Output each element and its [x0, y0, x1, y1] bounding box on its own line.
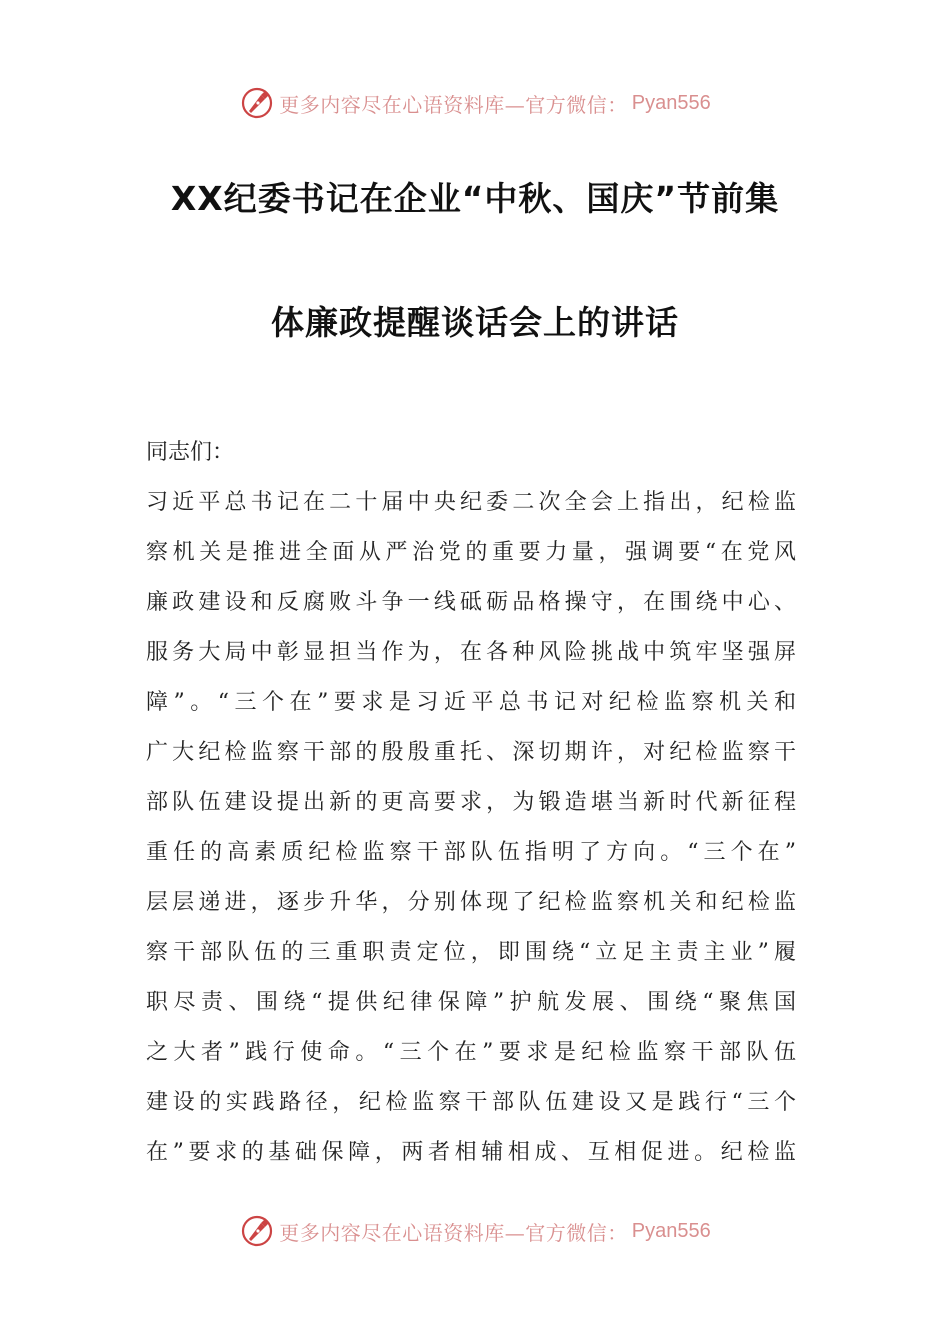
paragraph-line: 服务大局中彰显担当作为，在各种风险挑战中筑牢坚强屏	[146, 640, 796, 665]
watermark-wechat-id: Pyan556	[631, 91, 711, 114]
paragraph-line: 察干部队伍的三重职责定位，即围绕“立足主责主业”履	[146, 940, 796, 965]
paragraph-line: 部队伍建设提出新的更高要求，为锻造堪当新时代新征程	[146, 790, 796, 815]
pen-nib-logo-icon	[239, 1213, 275, 1249]
pen-nib-logo-icon	[239, 85, 275, 121]
watermark-wechat-id: Pyan556	[631, 1219, 711, 1242]
paragraph-line: 广大纪检监察干部的殷殷重托、深切期许，对纪检监察干	[146, 740, 796, 765]
paragraph-line: 廉政建设和反腐败斗争一线砥砺品格操守，在围绕中心、	[146, 590, 796, 615]
paragraph-line: 层层递进，逐步升华，分别体现了纪检监察机关和纪检监	[146, 890, 796, 915]
paragraph-line: 在”要求的基础保障，两者相辅相成、互相促进。纪检监	[146, 1140, 796, 1165]
watermark-text: 更多内容尽在心语资料库—官方微信：	[279, 1220, 628, 1245]
document-title-line-2: 体廉政提醒谈话会上的讲话	[271, 303, 679, 342]
paragraph-line: 习近平总书记在二十届中央纪委二次全会上指出，纪检监	[146, 490, 796, 515]
paragraph-line: 障”。“三个在”要求是习近平总书记对纪检监察机关和	[146, 690, 796, 715]
paragraph-line: 察机关是推进全面从严治党的重要力量，强调要“在党风	[146, 540, 796, 565]
document-body	[146, 428, 796, 1178]
paragraph-line: 之大者”践行使命。“三个在”要求是纪检监察干部队伍	[146, 1040, 796, 1065]
salutation: 同志们：	[146, 440, 235, 465]
paragraph-line: 职尽责、围绕“提供纪律保障”护航发展、围绕“聚焦国	[146, 990, 796, 1015]
header-watermark	[0, 83, 950, 123]
footer-watermark	[0, 1211, 950, 1251]
watermark-text: 更多内容尽在心语资料库—官方微信：	[279, 92, 628, 117]
paragraph-line: 建设的实践路径，纪检监察干部队伍建设又是践行“三个	[146, 1090, 796, 1115]
paragraph-line: 重任的高素质纪检监察干部队伍指明了方向。“三个在”	[146, 840, 796, 865]
document-title-line-1: XX纪委书记在企业“中秋、国庆”节前集	[170, 179, 780, 218]
